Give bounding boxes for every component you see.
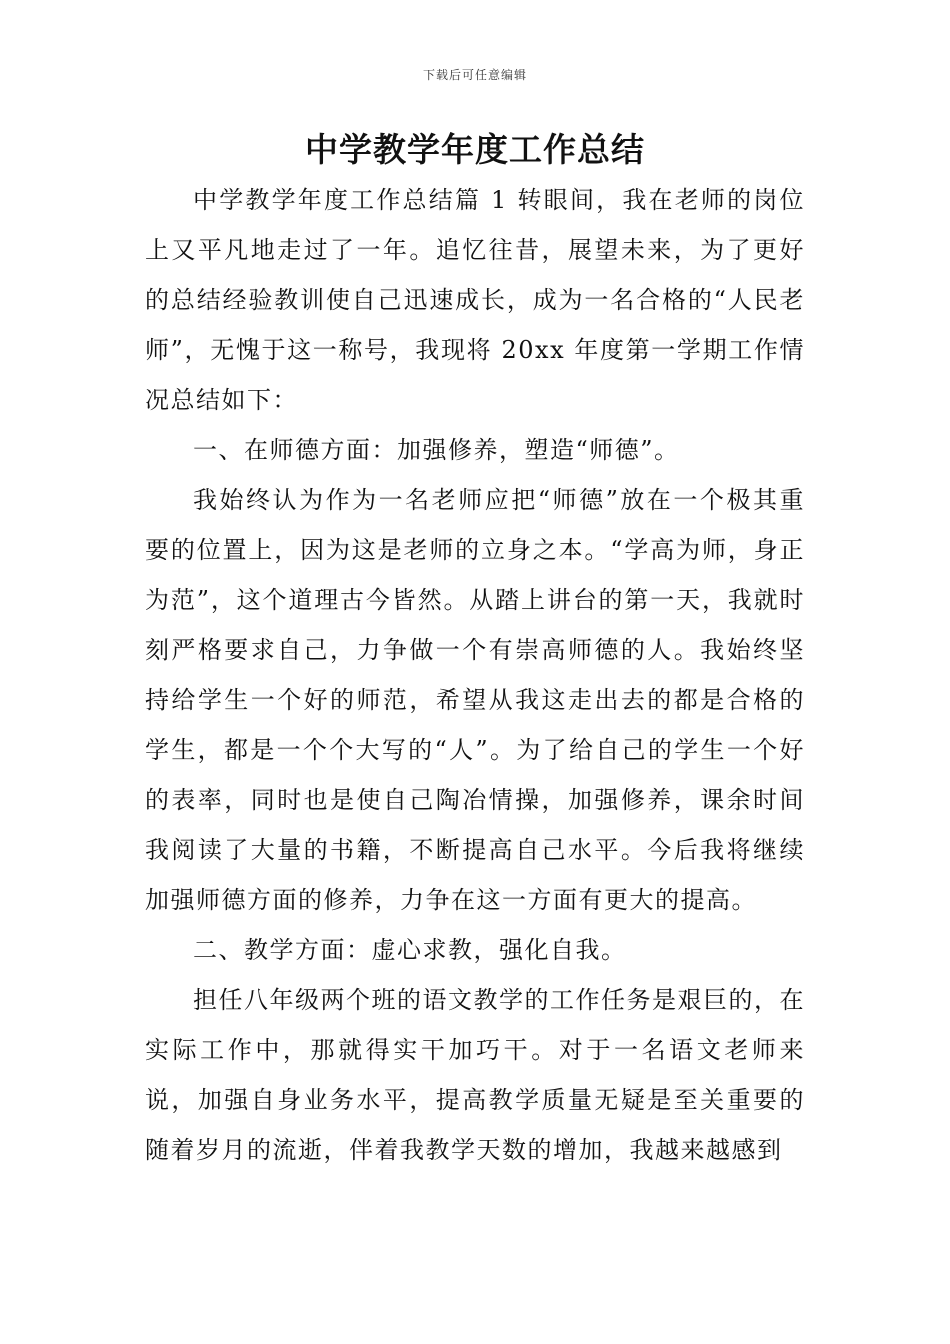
document-body [145,175,805,1175]
header-note: 下载后可任意编辑 [422,68,527,82]
paragraph-intro: 中学教学年度工作总结篇 1 转眼间，我在老师的岗位上又平凡地走过了一年。追忆往昔，展望未来，为了更好的总结经验教训使自己迅速成长，成为一名合格的“人民老师”，无愧于这一称号，我现将 20xx 年度第一学期工作情况总结如下： [145,186,805,414]
section-heading-ethics: 一、在师德方面：加强修养，塑造“师德”。 [193,436,680,464]
paragraph-teaching: 担任八年级两个班的语文教学的工作任务是艰巨的，在实际工作中，那就得实干加巧干。对于一名语文老师来说，加强自身业务水平，提高教学质量无疑是至关重要的随着岁月的流逝，伴着我教学天数的增加，我越来越感到 [145,986,805,1164]
paragraph-ethics: 我始终认为作为一名老师应把“师德”放在一个极其重要的位置上，因为这是老师的立身之本。“学高为师，身正为范”，这个道理古今皆然。从踏上讲台的第一天，我就时刻严格要求自己，力争做一个有崇高师德的人。我始终坚持给学生一个好的师范，希望从我这走出去的都是合格的学生，都是一个个大写的“人”。为了给自己的学生一个好的表率，同时也是使自己陶冶情操，加强修养，课余时间我阅读了大量的书籍，不断提高自己水平。今后我将继续加强师德方面的修养，力争在这一方面有更大的提高。 [145,486,805,914]
section-heading-teaching: 二、教学方面：虚心求教，强化自我。 [193,936,627,964]
document-title: 中学教学年度工作总结 [305,130,645,169]
